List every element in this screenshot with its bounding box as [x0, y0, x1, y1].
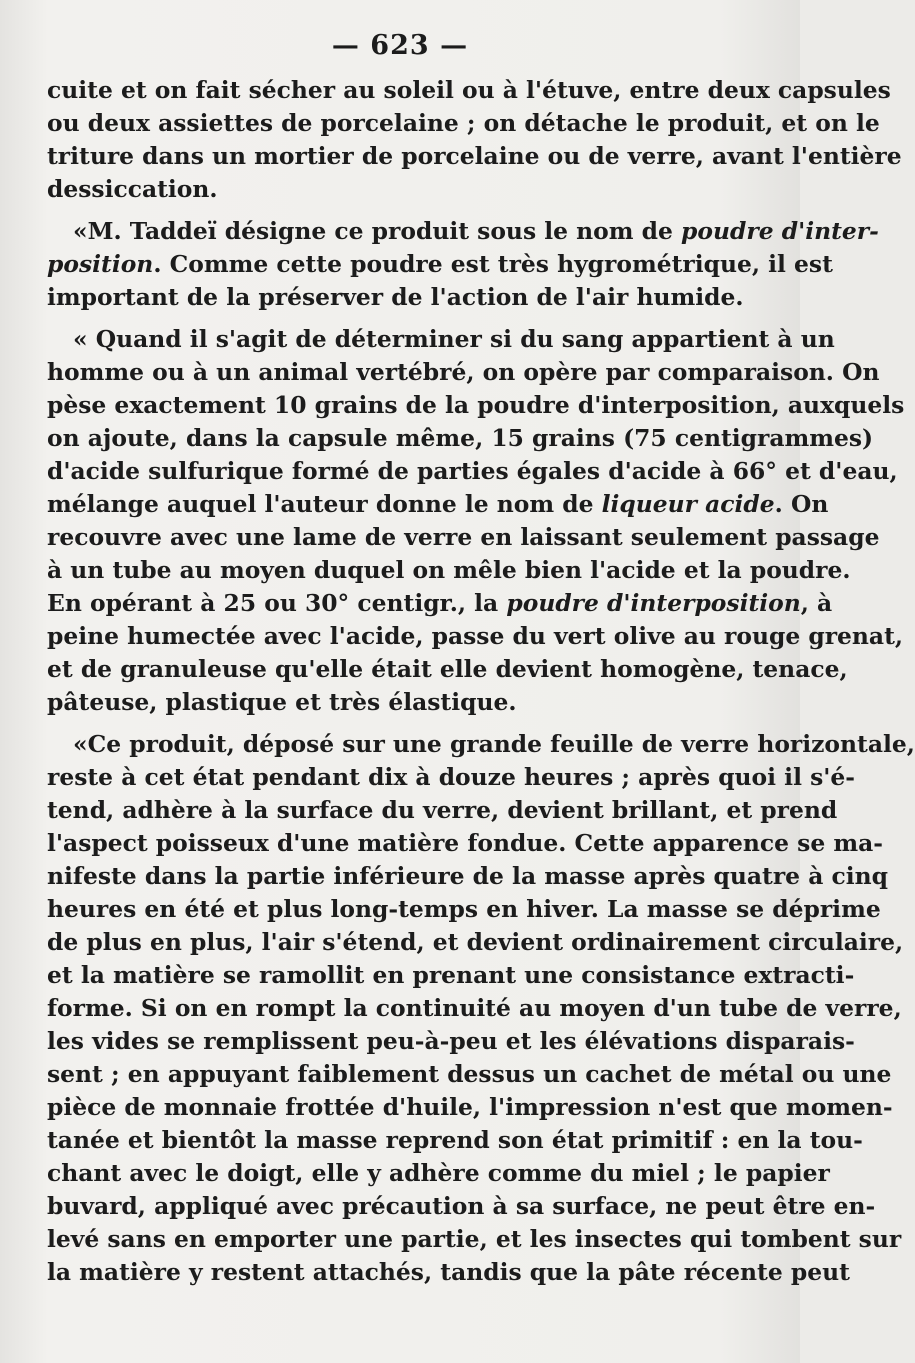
- text-line: à un tube au moyen duquel on mêle bien l'acide et la poudre.: [47, 556, 851, 584]
- text-line: position. Comme cette poudre est très hygrométrique, il est: [47, 250, 833, 278]
- text-line: nifeste dans la partie inférieure de la masse après quatre à cinq: [47, 862, 889, 890]
- text-line: levé sans en emporter une partie, et les insectes qui tombent sur: [47, 1225, 902, 1253]
- text-line: tend, adhère à la surface du verre, devient brillant, et prend: [47, 796, 838, 824]
- text-line: heures en été et plus long-temps en hiver. La masse se déprime: [47, 895, 881, 923]
- text-line: dessiccation.: [47, 175, 218, 203]
- text-line: forme. Si on en rompt la continuité au moyen d'un tube de verre,: [47, 994, 902, 1022]
- text-line: tanée et bientôt la masse reprend son état primitif : en la tou-: [47, 1126, 863, 1154]
- text-line: les vides se remplissent peu-à-peu et les élévations disparais-: [47, 1027, 855, 1055]
- text-line: « Quand il s'agit de déterminer si du sang appartient à un: [73, 325, 835, 353]
- text-line: la matière y restent attachés, tandis que la pâte récente peut: [47, 1258, 850, 1286]
- body-text: [47, 74, 915, 1289]
- text-line: En opérant à 25 ou 30° centigr., la poudre d'interposition, à: [47, 589, 833, 617]
- text-line: reste à cet état pendant dix à douze heures ; après quoi il s'é-: [47, 763, 856, 791]
- text-line: de plus en plus, l'air s'étend, et devient ordinairement circulaire,: [47, 928, 904, 956]
- text-line: «Ce produit, déposé sur une grande feuille de verre horizontale,: [73, 730, 915, 758]
- text-line: homme ou à un animal vertébré, on opère par comparaison. On: [47, 358, 880, 386]
- text-line: et de granuleuse qu'elle était elle devient homogène, tenace,: [47, 655, 848, 683]
- text-line: recouvre avec une lame de verre en laissant seulement passage: [47, 523, 880, 551]
- text-line: d'acide sulfurique formé de parties égales d'acide à 66° et d'eau,: [47, 457, 898, 485]
- text-line: cuite et on fait sécher au soleil ou à l'étuve, entre deux capsules: [47, 76, 891, 104]
- text-line: important de la préserver de l'action de l'air humide.: [47, 283, 744, 311]
- text-line: ou deux assiettes de porcelaine ; on détache le produit, et on le: [47, 109, 880, 137]
- text-line: chant avec le doigt, elle y adhère comme du miel ; le papier: [47, 1159, 830, 1187]
- text-line: sent ; en appuyant faiblement dessus un cachet de métal ou une: [47, 1060, 892, 1088]
- text-line: «M. Taddeï désigne ce produit sous le nom de poudre d'inter-: [73, 217, 879, 245]
- paragraph: [47, 74, 902, 206]
- text-line: l'aspect poisseux d'une matière fondue. Cette apparence se ma-: [47, 829, 883, 857]
- paragraph: [47, 215, 879, 314]
- text-line: pèse exactement 10 grains de la poudre d'interposition, auxquels: [47, 391, 905, 419]
- paragraph: [47, 323, 905, 719]
- text-line: triture dans un mortier de porcelaine ou de verre, avant l'entière: [47, 142, 902, 170]
- text-line: pâteuse, plastique et très élastique.: [47, 688, 517, 716]
- page-number: — 623 —: [331, 30, 469, 61]
- text-line: pièce de monnaie frottée d'huile, l'impression n'est que momen-: [47, 1093, 893, 1121]
- paragraph: [47, 728, 915, 1289]
- text-line: peine humectée avec l'acide, passe du vert olive au rouge grenat,: [47, 622, 904, 650]
- text-line: on ajoute, dans la capsule même, 15 grains (75 centigrammes): [47, 424, 874, 452]
- text-line: buvard, appliqué avec précaution à sa surface, ne peut être en-: [47, 1192, 876, 1220]
- text-line: et la matière se ramollit en prenant une consistance extracti-: [47, 961, 855, 989]
- text-line: mélange auquel l'auteur donne le nom de liqueur acide. On: [47, 490, 829, 518]
